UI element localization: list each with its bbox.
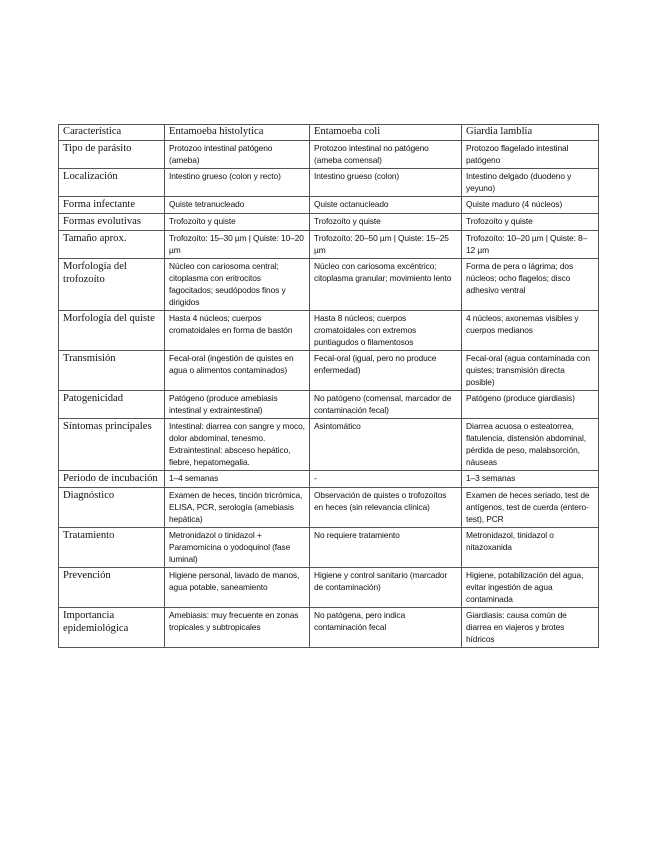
cell-coli: Núcleo con cariosoma excéntrico; citoplasma granular; movimiento lento [310, 259, 462, 311]
table-row [59, 311, 599, 351]
cell-histolytica: Intestino grueso (colon y recto) [165, 169, 310, 197]
row-feature-label: Patogenicidad [59, 391, 165, 419]
table-row [59, 259, 599, 311]
table-row [59, 214, 599, 231]
cell-histolytica: Trofozoíto: 15–30 µm | Quiste: 10–20 µm [165, 231, 310, 259]
table-row [59, 528, 599, 568]
cell-histolytica: 1–4 semanas [165, 471, 310, 488]
cell-coli: No requiere tratamiento [310, 528, 462, 568]
row-feature-label: Tamaño aprox. [59, 231, 165, 259]
table-row [59, 169, 599, 197]
cell-coli: Trofozoíto y quiste [310, 214, 462, 231]
table-row [59, 568, 599, 608]
row-feature-label: Prevención [59, 568, 165, 608]
cell-giardia: Trofozoíto y quiste [462, 214, 599, 231]
row-feature-label: Localización [59, 169, 165, 197]
table-row [59, 351, 599, 391]
table-row [59, 608, 599, 648]
row-feature-label: Síntomas principales [59, 419, 165, 471]
cell-coli: Higiene y control sanitario (marcador de contaminación) [310, 568, 462, 608]
cell-giardia: Patógeno (produce giardiasis) [462, 391, 599, 419]
cell-giardia: Intestino delgado (duodeno y yeyuno) [462, 169, 599, 197]
header-coli: Entamoeba coli [310, 125, 462, 141]
cell-coli: Asintomático [310, 419, 462, 471]
cell-coli: Quiste octanucleado [310, 197, 462, 214]
row-feature-label: Importancia epidemiológica [59, 608, 165, 648]
table-row [59, 141, 599, 169]
row-feature-label: Transmisión [59, 351, 165, 391]
cell-coli: No patógena, pero indica contaminación fecal [310, 608, 462, 648]
cell-coli: Trofozoíto: 20–50 µm | Quiste: 15–25 µm [310, 231, 462, 259]
cell-giardia: 1–3 semanas [462, 471, 599, 488]
header-histolytica: Entamoeba histolytica [165, 125, 310, 141]
table-row [59, 197, 599, 214]
table-row [59, 231, 599, 259]
table-row [59, 419, 599, 471]
cell-giardia: Giardiasis: causa común de diarrea en viajeros y brotes hídricos [462, 608, 599, 648]
cell-coli: Intestino grueso (colon) [310, 169, 462, 197]
row-feature-label: Forma infectante [59, 197, 165, 214]
row-feature-label: Formas evolutivas [59, 214, 165, 231]
cell-giardia: 4 núcleos; axonemas visibles y cuerpos medianos [462, 311, 599, 351]
cell-giardia: Fecal-oral (agua contaminada con quistes; transmisión directa posible) [462, 351, 599, 391]
cell-histolytica: Trofozoíto y quiste [165, 214, 310, 231]
row-feature-label: Tipo de parásito [59, 141, 165, 169]
table-row [59, 488, 599, 528]
cell-coli: Observación de quistes o trofozoítos en heces (sin relevancia clínica) [310, 488, 462, 528]
cell-giardia: Metronidazol, tinidazol o nitazoxanida [462, 528, 599, 568]
cell-histolytica: Protozoo intestinal patógeno (ameba) [165, 141, 310, 169]
cell-coli: - [310, 471, 462, 488]
cell-giardia: Trofozoíto: 10–20 µm | Quiste: 8–12 µm [462, 231, 599, 259]
row-feature-label: Diagnóstico [59, 488, 165, 528]
cell-histolytica: Metronidazol o tinidazol + Paramomicina o yodoquinol (fase luminal) [165, 528, 310, 568]
header-giardia: Giardia lamblia [462, 125, 599, 141]
cell-histolytica: Patógeno (produce amebiasis intestinal y extraintestinal) [165, 391, 310, 419]
comparison-table [58, 124, 599, 648]
cell-coli: Fecal-oral (igual, pero no produce enfermedad) [310, 351, 462, 391]
table-body [59, 141, 599, 648]
cell-histolytica: Núcleo con cariosoma central; citoplasma con eritrocitos fagocitados; seudópodos finos y dirigidos [165, 259, 310, 311]
cell-giardia: Diarrea acuosa o esteatorrea, flatulencia, distensión abdominal, pérdida de peso, malabsorción, náuseas [462, 419, 599, 471]
cell-coli: Protozoo intestinal no patógeno (ameba comensal) [310, 141, 462, 169]
table-header-row [59, 125, 599, 141]
cell-coli: Hasta 8 núcleos; cuerpos cromatoidales con extremos puntiagudos o filamentosos [310, 311, 462, 351]
cell-histolytica: Higiene personal, lavado de manos, agua potable, saneamiento [165, 568, 310, 608]
cell-coli: No patógeno (comensal, marcador de contaminación fecal) [310, 391, 462, 419]
row-feature-label: Morfología del trofozoíto [59, 259, 165, 311]
cell-histolytica: Amebiasis: muy frecuente en zonas tropicales y subtropicales [165, 608, 310, 648]
cell-giardia: Protozoo flagelado intestinal patógeno [462, 141, 599, 169]
cell-histolytica: Fecal-oral (ingestión de quistes en agua o alimentos contaminados) [165, 351, 310, 391]
row-feature-label: Morfología del quiste [59, 311, 165, 351]
cell-giardia: Higiene, potabilización del agua, evitar ingestión de agua contaminada [462, 568, 599, 608]
cell-histolytica: Quiste tetranucleado [165, 197, 310, 214]
cell-histolytica: Hasta 4 núcleos; cuerpos cromatoidales en forma de bastón [165, 311, 310, 351]
row-feature-label: Tratamiento [59, 528, 165, 568]
cell-giardia: Forma de pera o lágrima; dos núcleos; ocho flagelos; disco adhesivo ventral [462, 259, 599, 311]
cell-giardia: Quiste maduro (4 núcleos) [462, 197, 599, 214]
cell-histolytica: Intestinal: diarrea con sangre y moco, dolor abdominal, tenesmo. Extraintestinal: absceso hepático, fiebre, hepatomegalia. [165, 419, 310, 471]
cell-giardia: Examen de heces seriado, test de antígenos, test de cuerda (entero-test), PCR [462, 488, 599, 528]
table-row [59, 391, 599, 419]
row-feature-label: Periodo de incubación [59, 471, 165, 488]
table-row [59, 471, 599, 488]
header-feature: Característica [59, 125, 165, 141]
cell-histolytica: Examen de heces, tinción tricrómica, ELISA, PCR, serología (amebiasis hepática) [165, 488, 310, 528]
